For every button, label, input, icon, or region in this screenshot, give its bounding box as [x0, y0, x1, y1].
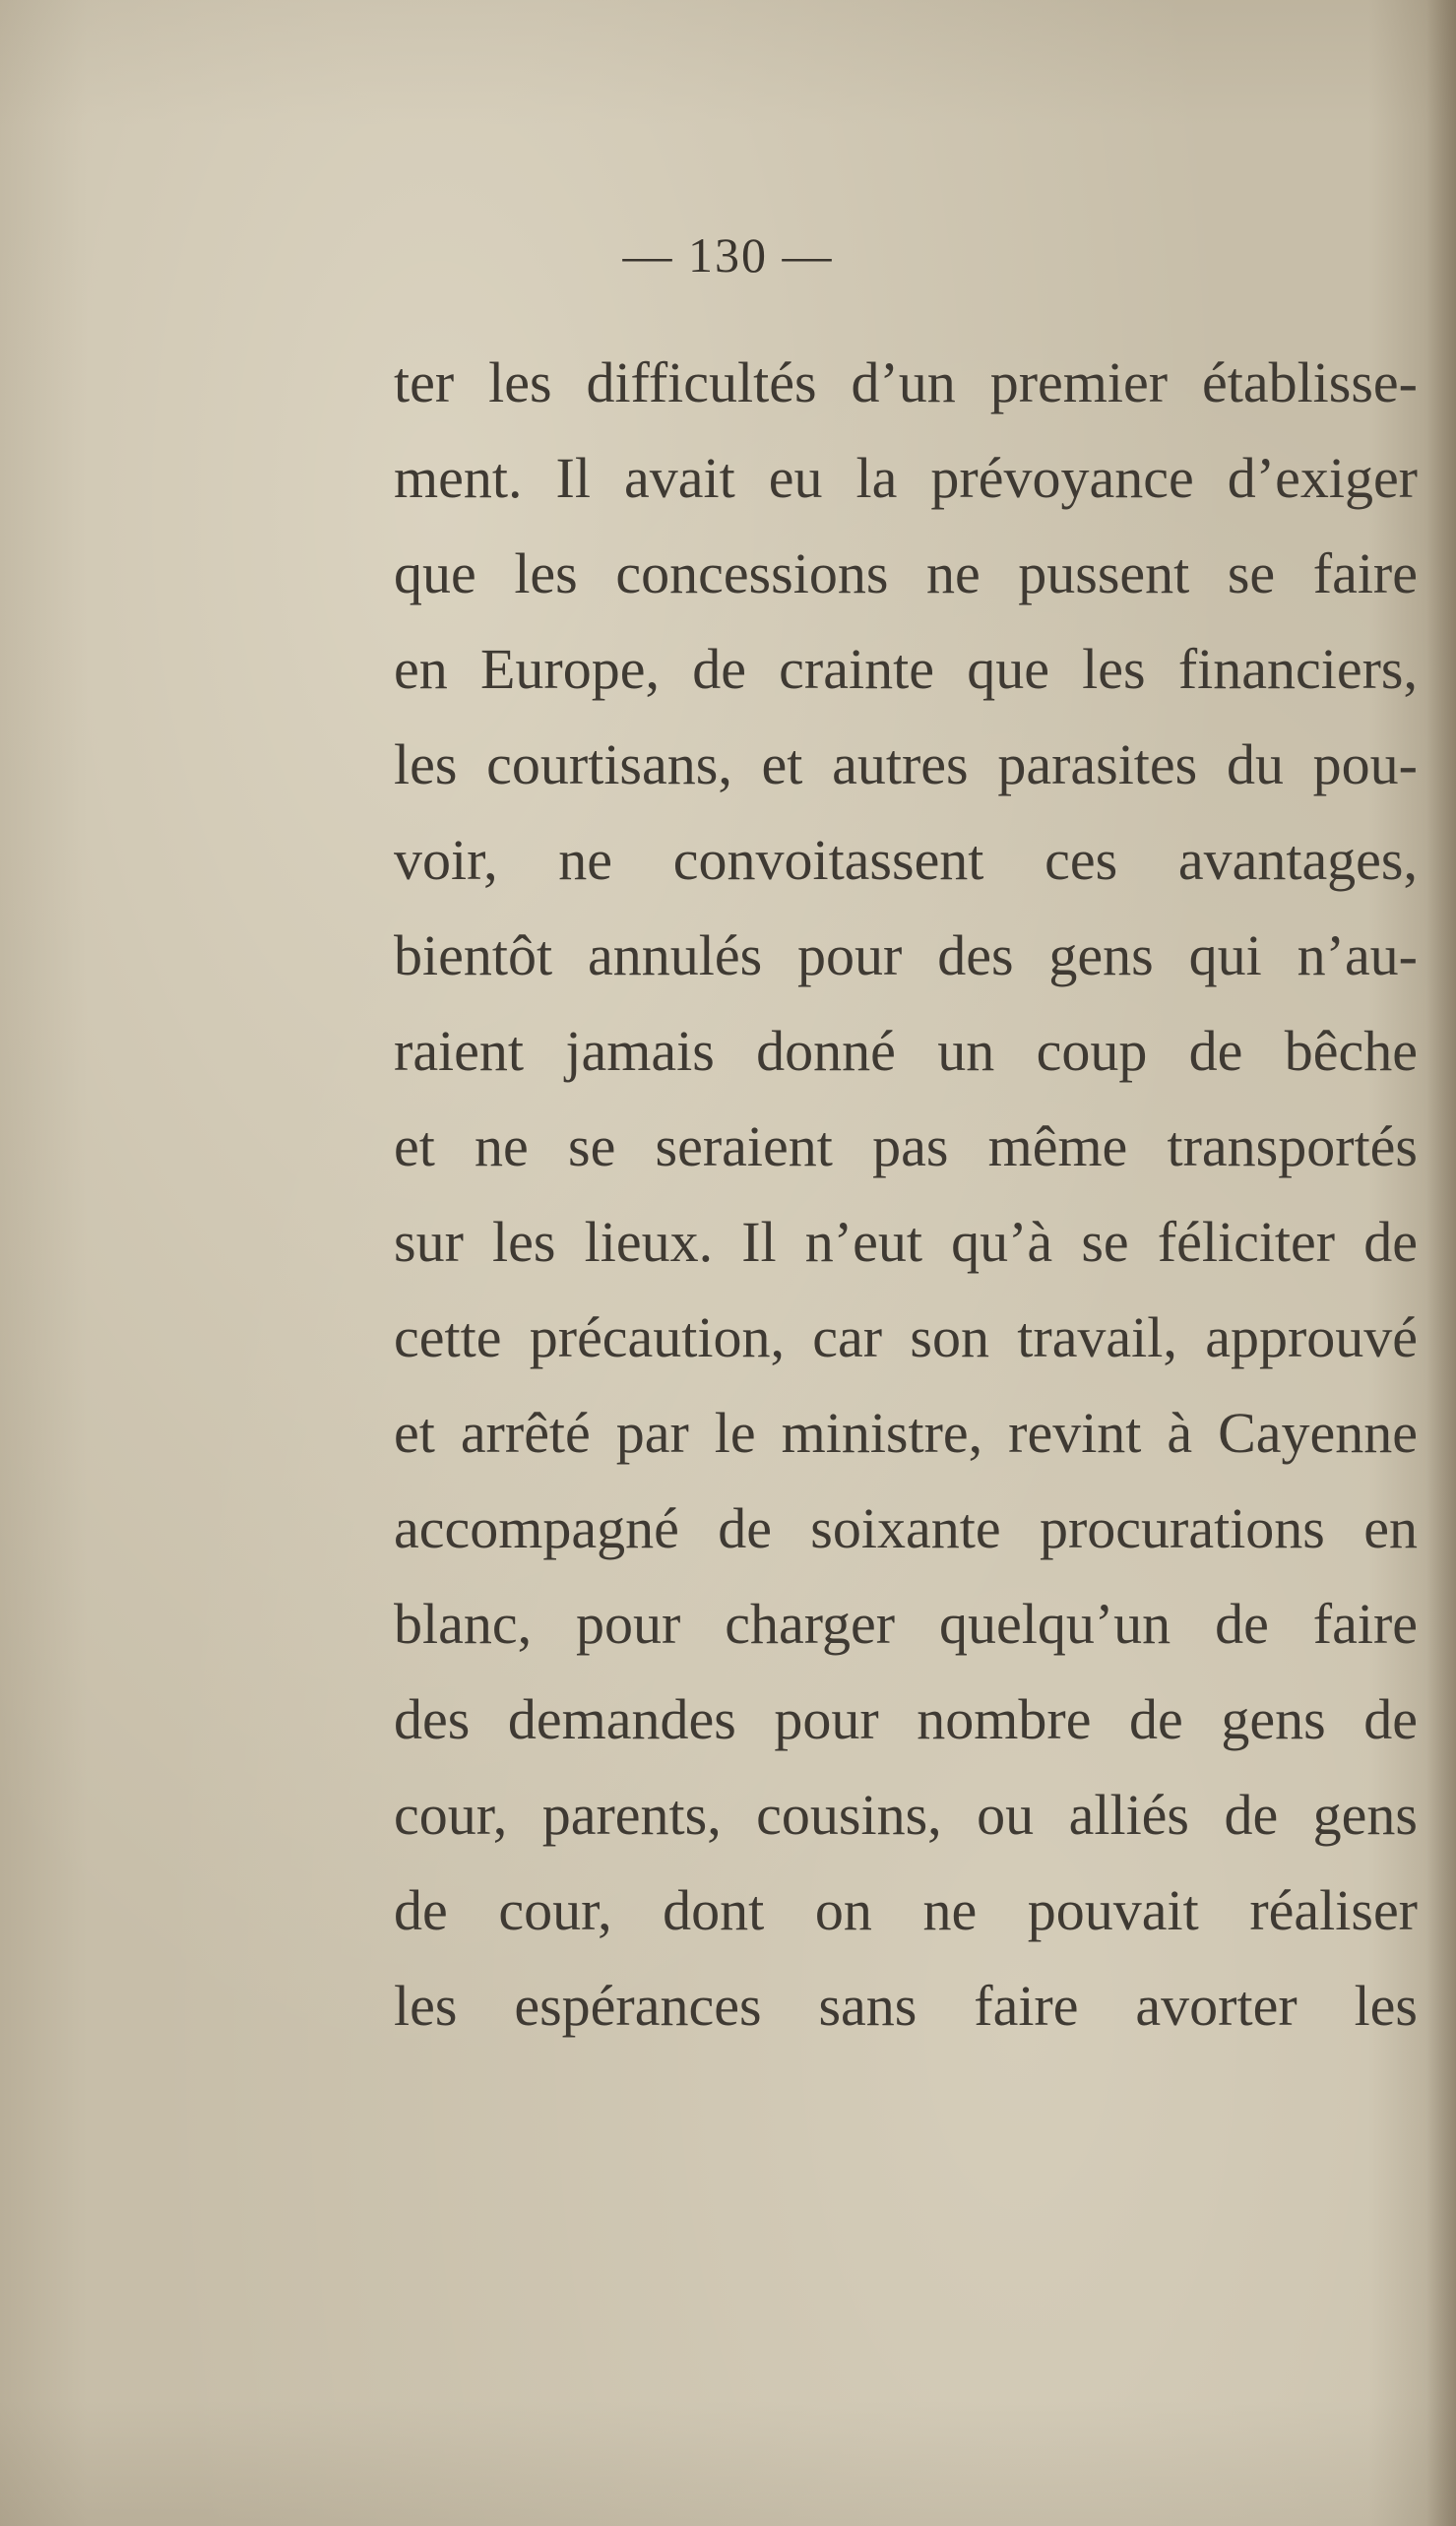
text-line-7: bientôt annulés pour des gens qui n’au-: [394, 923, 1418, 987]
text-line-5: les courtisans, et autres parasites du pou-: [394, 732, 1418, 796]
text-line-4: en Europe, de crainte que les financiers,: [394, 637, 1418, 701]
text-line-13: accompagné de soixante procurations en: [394, 1496, 1418, 1560]
text-line-8: raient jamais donné un coup de bêche: [394, 1019, 1418, 1083]
text-line-17: de cour, dont on ne pouvait réaliser: [394, 1878, 1418, 1942]
text-line-14: blanc, pour charger quelqu’un de faire: [394, 1592, 1418, 1656]
text-line-15: des demandes pour nombre de gens de: [394, 1687, 1418, 1751]
text-line-9: et ne se seraient pas même transportés: [394, 1114, 1418, 1178]
text-line-16: cour, parents, cousins, ou alliés de gens: [394, 1783, 1418, 1847]
text-line-11: cette précaution, car son travail, approuvé: [394, 1305, 1418, 1369]
text-line-18: les espérances sans faire avorter les: [394, 1974, 1418, 2038]
text-line-2: ment. Il avait eu la prévoyance d’exiger: [394, 446, 1418, 510]
text-line-10: sur les lieux. Il n’eut qu’à se féliciter de: [394, 1210, 1418, 1274]
body-text: [394, 335, 1418, 2053]
page-number: — 130 —: [622, 227, 834, 283]
text-line-6: voir, ne convoitassent ces avantages,: [394, 828, 1418, 892]
page-edge-shadow: [1426, 0, 1456, 2526]
text-line-1: ter les difficultés d’un premier établisse-: [394, 350, 1418, 414]
text-line-3: que les concessions ne pussent se faire: [394, 541, 1418, 605]
text-line-12: et arrêté par le ministre, revint à Cayenne: [394, 1401, 1418, 1465]
